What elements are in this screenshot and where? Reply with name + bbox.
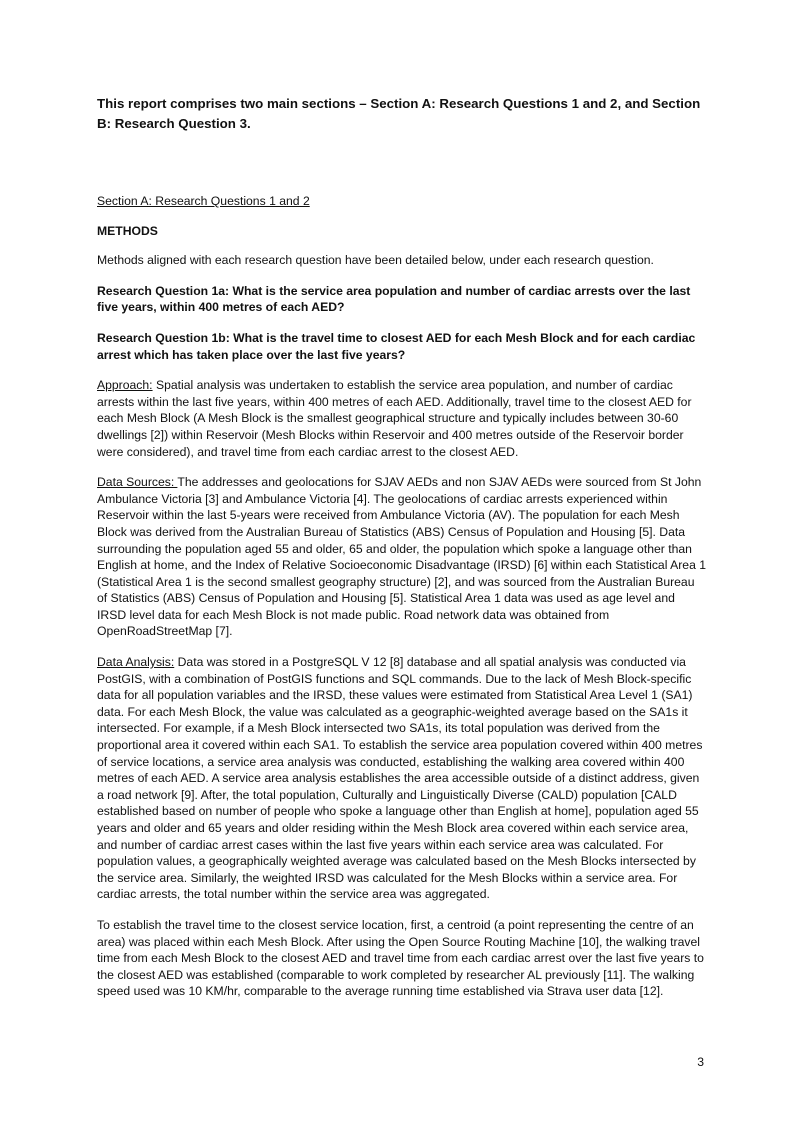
report-intro: This report comprises two main sections – Section A: Research Questions 1 and 2, and Section B: Research Question 3. [97,96,701,131]
page-number: 3 [697,1055,704,1069]
research-question-1b: Research Question 1b: What is the travel time to closest AED for each Mesh Block and for each cardiac arrest which has taken place over the last five years? [97,330,696,362]
methods-intro: Methods aligned with each research question have been detailed below, under each research question. [97,253,654,268]
data-sources-label: Data Sources: [97,475,178,490]
approach-label: Approach: [97,378,153,393]
data-sources-text: The addresses and geolocations for SJAV AEDs and non SJAV AEDs were sourced from St John Ambulance Victoria [3] and Ambulance Victoria [4]. The geolocations of cardiac arrests experienced within Reservoir within the last 5-years were received from Ambulance Victoria (AV). The population for each Mesh Block was derived from the Australian Bureau of Statistics (ABS) Census of Population and Housing [5]. Data surrounding the population aged 55 and older, 65 and older, the population which spoke a language other than English at home, and the Index of Relative Socioeconomic Disadvantage (IRSD) [6] within each Statistical Area 1 (Statistical Area 1 is the second smallest geography structure) [2], and was sourced from the Australian Bureau of Statistics (ABS) Census of Population and Housing [5]. Statistical Area 1 data was used as age level and IRSD level data for each Mesh Block is not made public. Road network data was obtained from OpenRoadStreetMap [7]. [97,475,707,639]
page-content [97,94,707,1000]
data-analysis-label: Data Analysis: [97,655,175,670]
section-a-heading: Section A: Research Questions 1 and 2 [97,194,310,208]
data-sources-paragraph [97,474,707,640]
approach-paragraph [97,377,707,460]
data-analysis-paragraph [97,654,707,903]
approach-text: Spatial analysis was undertaken to establish the service area population, and number of cardiac arrests within the last five years, within 400 metres of each AED. Additionally, travel time to the closest AED for each Mesh Block (A Mesh Block is the smallest geographical structure and typically includes between 30-60 dwellings [2]) within Reservoir (Mesh Blocks within Reservoir and 400 metres outside of the Reservoir border were considered), and travel time from each cardiac arrest to the closest AED. [97,378,692,459]
travel-time-paragraph: To establish the travel time to the closest service location, first, a centroid (a point representing the centre of an area) was placed within each Mesh Block. After using the Open Source Routing Machine [10], the walking travel time from each Mesh Block to the closest AED and travel time from each cardiac arrest over the last five years to the closest AED was established (comparable to work completed by researcher AL previously [11]. The walking speed used was 10 KM/hr, comparable to the average running time established via Strava user data [12]. [97,917,704,999]
research-question-1a: Research Question 1a: What is the service area population and number of cardiac arrests over the last five years, within 400 metres of each AED? [97,283,691,315]
data-analysis-text: Data was stored in a PostgreSQL V 12 [8] database and all spatial analysis was conducted via PostGIS, with a combination of PostGIS functions and SQL commands. Due to the lack of Mesh Block-specific data for all population variables and the IRSD, these values were estimated from Statistical Area Level 1 (SA1) data. For each Mesh Block, the value was calculated as a geographic-weighted average based on the SA1s it intersected. For example, if a Mesh Block intersected two SA1s, its total population was derived from the proportional area it covered within each SA1. To establish the service area population covered within 400 metres of service locations, a service area analysis was conducted, establishing the walking area covered within 400 metres of each AED. A service area analysis establishes the area accessible outside of a distinct address, given a road network [9]. After, the total population, Culturally and Linguistically Diverse (CALD) population [CALD established based on number of people who spoke a language other than English at home], population aged 55 years and older and 65 years and older residing within the Mesh Block area covered within each service area, and number of cardiac arrest cases within the last five years within each service area was calculated. For population values, a geographically weighted average was calculated based on the Mesh Blocks intersected by the service area. Similarly, the weighted IRSD was calculated for the Mesh Blocks within a service area. For cardiac arrests, the total number within the service area was aggregated. [97,655,703,902]
methods-heading: METHODS [97,223,158,238]
